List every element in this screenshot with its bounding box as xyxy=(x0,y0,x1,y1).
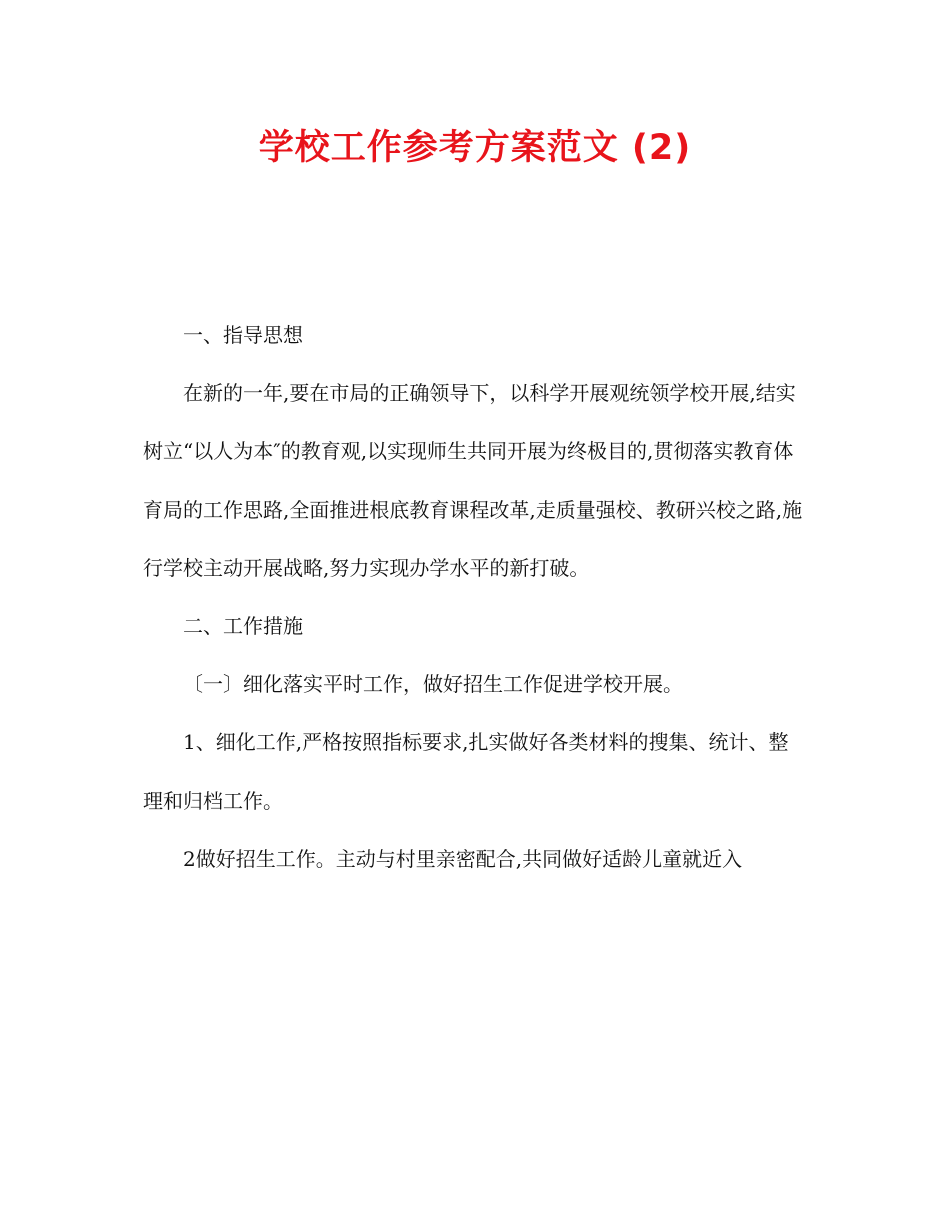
section-heading-work-measures: 二、工作措施 xyxy=(183,614,303,639)
subsection-heading-refine-work: 〔一〕细化落实平时工作，做好招生工作促进学校开展。 xyxy=(183,672,683,697)
section-heading-guiding-thought: 一、指导思想 xyxy=(183,323,303,347)
paragraph-guiding-thought: 在新的一年,要在市局的正确领导下，以科学开展观统领学校开展,结实树立“以人为本″的教育观,以实现师生共同开展为终极目的,贯彻落实教育体育局的工作思路,全面推进根底教育课程改革,走质量强校、教研兴校之路,施行学校主动开展战略,努力实现办学水平的新打破。 xyxy=(143,381,803,580)
paragraph-item-1: 1、细化工作,严格按照指标要求,扎实做好各类材料的搜集、统计、整理和归档工作。 xyxy=(143,730,789,813)
document-title: 学校工作参考方案范文 (2) xyxy=(258,128,692,168)
document-body xyxy=(143,306,803,888)
paragraph-item-2: 2做好招生工作。主动与村里亲密配合,共同做好适龄儿童就近入 xyxy=(183,846,743,871)
